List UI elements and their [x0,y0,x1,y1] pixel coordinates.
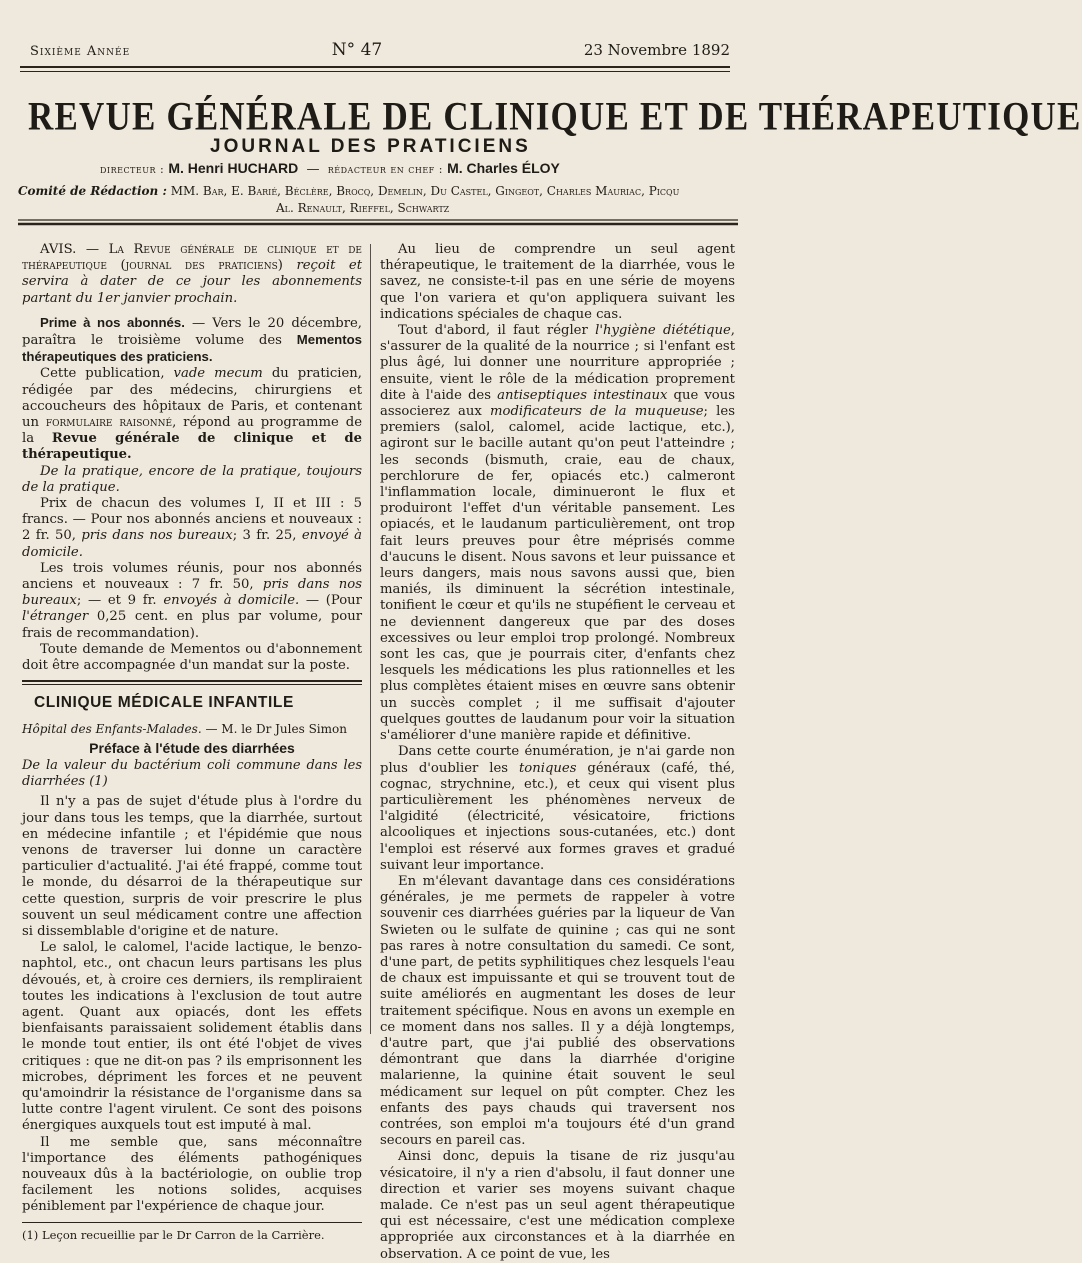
section-title: CLINIQUE MÉDICALE INFANTILE [34,694,294,712]
right-paragraph-1: Au lieu de comprendre un seul agent thérapeutique, le traitement de la diarrhée, vous le savez, ne consiste-t-il pas en une série de moyens que l'on variera et qu'on appliquera suivant les indications spéciales de chaque cas. [380,242,735,322]
bundle-italic-3: l'étranger [22,609,89,625]
bundle-italic-2: envoyés à domicile. [163,593,300,609]
article-paragraph-2: Le salol, le calomel, l'acide lactique, le benzo-naphtol, etc., ont chacun leurs partisans les plus dévoués, et, à croire ces derniers, ils rempliraient toutes les indications à l'exclusion de tout autre agent. Quant aux opiacés, dont les effets bienfaisants paraissaient solidement établis dans le monde tout entier, ils ont été l'objet de vives critiques : que ne dit-on pas ? ils emprisonnent les microbes, dépriment les forces et ne peuvent qu'amoindrir la résistance de l'organisme dans sa lutte contre l'agent virulent. Ce sont des poisons énergiques auxquels tout est imputé à mal. [22,940,362,1134]
section-rule [22,680,362,685]
price-text: Prix de chacun des volumes I, II et III : 5 francs. — Pour nos abonnés anciens et nouveaux : 2 fr. 50, [22,496,362,544]
journal-subtitle: JOURNAL DES PRATICIENS [210,136,531,157]
redacteur-label: rédacteur en chef : [327,163,443,176]
modifier-italic: modificateurs de la muqueuse [490,404,704,420]
antiseptic-italic: antiseptiques intestinaux [497,387,668,403]
notice-paragraph [22,242,362,307]
issue-header [30,40,730,60]
hygiene-text-3: que vous associerez aux [380,387,736,420]
price-italic-2: envoyé à domicile. [22,528,362,560]
bundle-italic-1: pris dans nos bureaux [22,577,362,609]
article-title: Préface à l'étude des diarrhées [89,739,295,756]
issue-date: 23 Novembre 1892 [583,41,730,59]
issue-number: N° 47 [331,40,383,60]
footnote-rule [22,1222,362,1223]
publication-italic: vade mecum [173,366,263,382]
prime-text: — Vers le 20 décembre, paraîtra le troisième volume des [22,315,363,349]
bundle-text-3: — (Pour [305,593,362,609]
bundle-text: Les trois volumes réunis, pour nos abonnés anciens et nouveaux : 7 fr. 50, [22,560,362,593]
mementos-title: Mementos thérapeutiques des praticiens. [22,332,362,365]
prime-heading: Prime à nos abonnés. [40,314,185,330]
comite-members-line2: Al. Renault, Rieffel, Schwartz [276,201,450,215]
price-italic-1: pris dans nos bureaux [81,528,233,544]
hygiene-text-4: ; les premiers (salol, calomel, acide lactique, etc.), agiront sur le bacille autant qu'on peut l'atteindre ; les seconds (bismuth, craie, eau de chaux, perchlorure de fer, opiacés etc.) calmeront l'inflammation locale, diminueront le flux et produiront l'effet d'un véritable pansement. Les opiacés, et le laudanum particulièrement, ont trop fait leurs preuves pour être méprisés comme d'aucuns le disent. Nous savons et leur puissance et leurs dangers, mais nous savons aussi que, bien maniés, ils diminuent la sécrétion intestinale, tonifient le cœur et qu'ils ne stupéfient le cerveau et ne deviennent dangereux que par des doses excessives ou leur emploi trop prolongé. Nombreux sont les cas, que je pourrais citer, d'enfants chez lesquels les médications les plus rationnelles et les plus complètes étaient mises en œuvre sans obtenir un succès complet ; il me suffisait d'ajouter quelques gouttes de laudanum pour voir la situation s'améliorer d'une manière rapide et définitive. [380,404,735,744]
tonic-text-2: généraux (café, thé, cognac, strychnine, etc.), et ceux qui visent plus particulièrement les phénomènes nerveux de l'algidité (électricité, vésicatoire, frictions alcooliques et injections sous-cutanées, etc.) dont l'emploi est réservé aux formes graves et gradué suivant leur importance. [380,760,735,873]
author-name: — M. le Dr Jules Simon [205,722,347,737]
comite-members-line1: MM. Bar, E. Barié, Béclère, Brocq, Demelin, Du Castel, Gingeot, Charles Mauriac, Picqu [170,184,680,198]
tonic-italic: toniques [519,760,577,776]
direction-separator: — [306,162,320,177]
directeur-name: M. Henri HUCHARD [168,160,299,176]
publication-text: Cette publication, [40,366,165,382]
header-rule [20,66,730,72]
bundle-text-2: ; — et 9 fr. [76,593,157,609]
price-paragraph [22,496,362,561]
article-paragraph-1: Il n'y a pas de sujet d'étude plus à l'ordre du jour dans tous les temps, que la diarrhée, surtout en médecine infantile ; et l'épidémie que nous venons de traverser lui donne un caractère particulier d'actualité. J'ai été frappé, comme tout le monde, du désarroi de la thérapeutique sur cette question, surpris de voir prescrire le plus souvent un seul médicament contre une affection si dissemblable d'origine et de nature. [22,794,362,939]
right-paragraph-3 [380,744,735,874]
masthead-rule [18,218,738,228]
journal-title: REVUE GÉNÉRALE DE CLINIQUE ET DE THÉRAPEUTIQUE [28,94,1082,139]
right-paragraph-2 [380,323,735,744]
motto-text: De la pratique, encore de la pratique, toujours de la pratique. [22,463,362,495]
notice-text-italic: reçoit et servira à dater de ce jour les abonnements partant du 1er janvier prochain. [22,258,362,306]
hygiene-text: Tout d'abord, il faut régler [398,323,588,339]
hygiene-text-2: , s'assurer de la qualité de la nourrice ; si l'enfant est plus âgé, lui donner une nourriture appropriée ; ensuite, vient le rôle de la médication proprement dite à l'aide des [380,323,735,403]
bundle-price-paragraph [22,561,362,642]
notice-text: AVIS. — La Revue générale de clinique et de thérapeutique (journal des praticiens) [22,242,362,274]
publication-text-2: du praticien, rédigée par des médecins, chirurgiens et accoucheurs des hôpitaux de Paris, et contenant un [22,366,362,431]
revue-name: Revue générale de clinique et de thérapeutique. [22,431,362,463]
redacteur-name: M. Charles ÉLOY [447,160,560,176]
right-column [380,242,735,1263]
article-paragraph-3: Il me semble que, sans méconnaître l'importance des éléments pathogéniques nouveaux dûs à la bactériologie, on oublie trop facilement les notions solides, acquises péniblement par l'expérience de chaque jour. [22,1134,362,1215]
hospital-line [22,721,362,737]
publication-text-3: , répond au programme de la [22,415,362,447]
directeur-label: directeur : [100,163,165,176]
hospital-name: Hôpital des Enfants-Malades. [22,722,202,737]
footnote: (1) Leçon recueillie par le Dr Carron de la Carrière. [22,1227,325,1242]
editorial-direction [100,160,560,177]
right-paragraph-4: En m'élevant davantage dans ces considérations générales, je me permets de rappeler à votre souvenir ces diarrhées guéries par la liqueur de Van Swieten ou le sulfate de quinine ; cas qui ne sont pas rares à notre consultation du samedi. Ce sont, d'une part, de petits syphilitiques chez lesquels l'eau de chaux est impuissante et qui se trouvent tout de suite améliorés en augmentant les doses de leur traitement spécifique. Nous en avons un exemple en ce moment dans nos salles. Il y a déjà longtemps, d'autre part, que j'ai publié des observations démontrant que dans la diarrhée d'origine malarienne, la quinine était souvent le seul médicament sur lequel on pût compter. Chez les enfants des pays chauds qui traversent nos contrées, son emploi m'a toujours été d'un grand secours en pareil cas. [380,873,735,1149]
issue-year: Sixième Année [30,44,131,59]
prime-paragraph [22,315,362,367]
left-column [22,242,362,1243]
formulaire-text: formulaire raisonné [45,415,173,431]
motto [22,464,362,496]
publication-paragraph [22,366,362,463]
bundle-text-4: 0,25 cent. en plus par volume, pour frais de recommandation). [22,609,362,641]
order-paragraph: Toute demande de Mementos ou d'abonnement doit être accompagnée d'un mandat sur la poste. [22,641,362,674]
editorial-committee [18,183,738,217]
hygiene-italic: l'hygiène diététique [595,323,731,339]
price-text-2: ; 3 fr. 25, [232,528,297,544]
article-subtitle: De la valeur du bactérium coli commune dans les diarrhées (1) [22,757,362,790]
right-paragraph-5: Ainsi donc, depuis la tisane de riz jusqu'au vésicatoire, il n'y a rien d'absolu, il faut donner une direction et varier ses moyens suivant chaque malade. Ce n'est pas un seul agent thérapeutique qui est nécessaire, c'est une médication complexe appropriée aux circonstances et à la diarrhée en observation. A ce point de vue, les [380,1149,735,1262]
column-divider [370,244,371,1034]
tonic-text: Dans cette courte énumération, je n'ai garde non plus d'oublier les [380,744,735,776]
comite-label: Comité de Rédaction : [18,184,167,198]
